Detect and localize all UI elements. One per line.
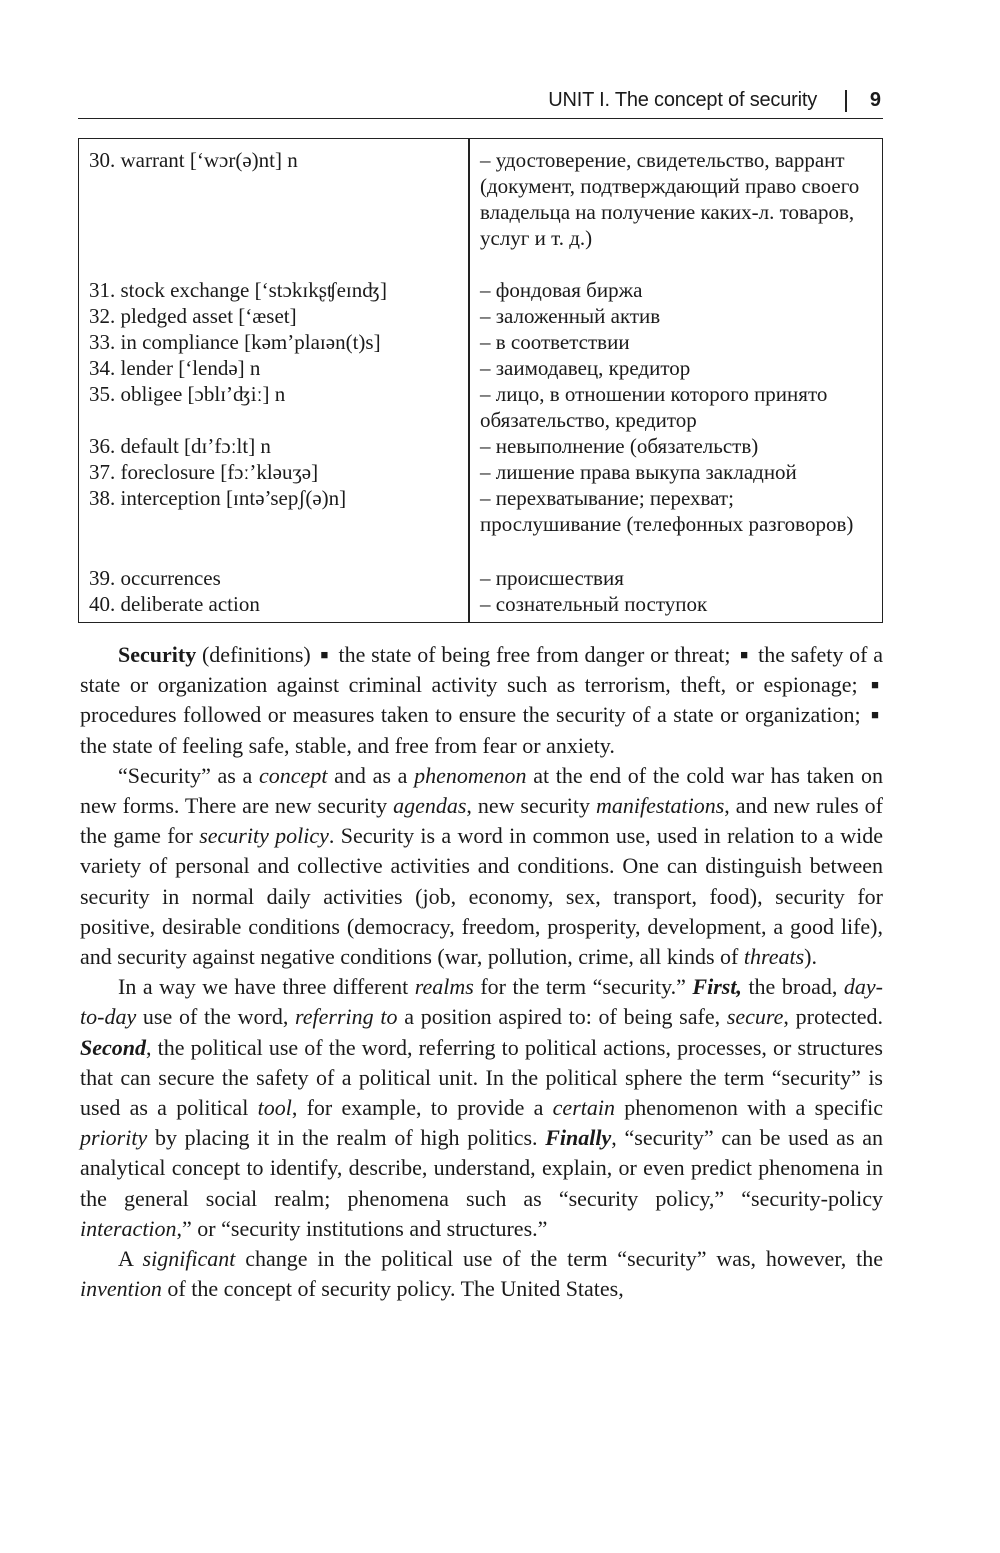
paragraph-concept: “Security” as a concept and as a phenomenon at the end of the cold war has taken on new forms. There are new security agendas, new security manifestations, and new rules of the game for security policy. Security is a word in common use, used in relation to a wide variety of personal and collective activities and conditions. One can distinguish between security in normal daily activities (job, economy, sex, transport, food), security for positive, desirable conditions (democracy, freedom, prosperity, development, a good life), and security against negative conditions (war, pollution, crime, all kinds of threats).: [80, 762, 884, 970]
paragraph-security-policy: A significant change in the political use of the term “security” was, however, the invention of the concept of security policy. The United States,: [80, 1246, 883, 1302]
vocab-term: 34. lender [ʻlendə] n: [89, 356, 261, 380]
page-number: 9: [869, 89, 881, 111]
vocab-translation: – лишение права выкупа закладной: [480, 460, 797, 484]
vocab-term: 38. interception [ɪntə’sepʃ(ə)n]: [89, 486, 347, 510]
vocab-term: 39. occurrences: [89, 566, 221, 590]
vocab-term: 32. pledged asset [ʻæset]: [89, 304, 297, 328]
paragraph-definitions: Security (definitions) ■ the state of being free from danger or threat; ■ the safety of a state or organization against criminal activity such as terrorism, theft, or espionage; ■ procedures followed or measures taken to ensure the security of a state or organization; ■ the state of feeling safe, stable, and free from fear or anxiety.: [80, 642, 883, 758]
vocab-translation: – невыполнение (обязательств): [480, 434, 759, 458]
term-security: Security: [118, 642, 197, 667]
vocab-translation: – происшествия: [480, 566, 624, 590]
square-bullet-icon: ■: [871, 677, 879, 693]
vocab-term: 33. in compliance [kəm’plaɪən(t)s]: [89, 330, 381, 354]
vocabulary-table: [78, 138, 883, 623]
vocab-term: 40. deliberate action: [89, 592, 260, 616]
vocab-translation: – в соответствии: [480, 330, 630, 354]
vocab-translation: – лицо, в отношении которого принято обязательство, кредитор: [480, 382, 828, 432]
vocab-translation: – заложенный актив: [480, 304, 661, 328]
vocab-term: 30. warrant [ʻwɔr(ə)nt] n: [89, 148, 298, 172]
header-divider: [845, 90, 847, 112]
square-bullet-icon: ■: [320, 647, 329, 662]
vocab-term: 35. obligee [ɔblɪ’ʤiː] n: [89, 382, 286, 406]
paragraph-realms: In a way we have three different realms for the term “security.” First, the broad, day-to-day use of the word, referring to a position aspired to: of being safe, secure, protected. Second, the political use of the word, referring to political actions, processes, or structures that can secure the safety of a political unit. In the political sphere the term “security” is used as a political tool, for example, to provide a certain phenomenon with a specific priority by placing it in the realm of high politics. Finally, “security” can be used as an analytical concept to identify, describe, understand, explain, or even predict phenomena in the general social realm; phenomena such as “security policy,” “security-policy interaction,” or “security institutions and structures.”: [80, 974, 883, 1241]
vocab-translation: – фондовая биржа: [480, 278, 643, 302]
vocab-translation: – заимодавец, кредитор: [480, 356, 691, 380]
vocab-translation: – удостоверение, свидетельство, варрант (документ, подтверждающий право своего владельца на получение каких-л. товаров, услуг и т. д.): [480, 148, 860, 250]
vocab-term: 31. stock exchange [ʻstɔkɪkʂʧeɪnʤ]: [89, 278, 387, 302]
body-text: [80, 640, 883, 1304]
square-bullet-icon: ■: [871, 707, 879, 723]
vocab-translation: – перехватывание; перехват; прослушивание (телефонных разговоров): [480, 486, 854, 536]
page-header: [78, 88, 883, 119]
running-title: UNIT I. The concept of security: [548, 89, 817, 111]
table-column-divider: [468, 139, 470, 622]
square-bullet-icon: ■: [740, 647, 749, 662]
vocab-translation: – сознательный поступок: [480, 592, 708, 616]
vocab-term: 36. default [dɪ’fɔːlt] n: [89, 434, 271, 458]
vocab-term: 37. foreclosure [fɔː’kləuʒə]: [89, 460, 319, 484]
